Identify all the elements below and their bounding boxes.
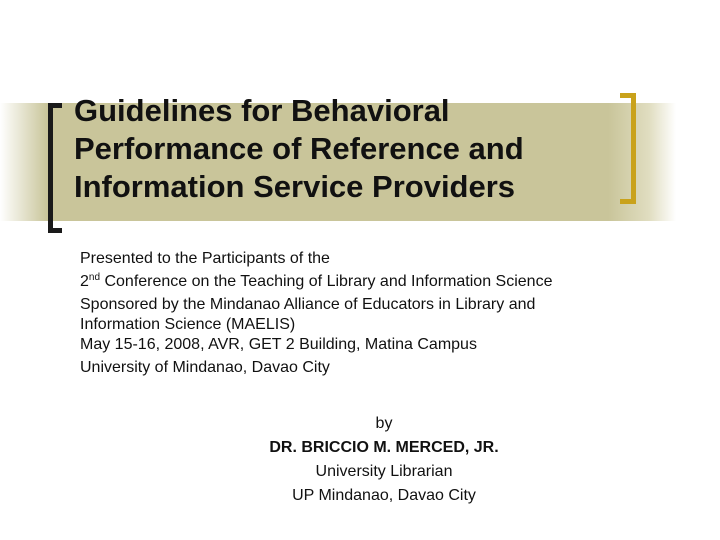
sponsor-line-2: Information Science (MAELIS) bbox=[80, 316, 296, 333]
presentation-details bbox=[80, 247, 710, 379]
conference-ordinal-suffix: nd bbox=[88, 272, 101, 283]
sponsor-line-1: Sponsored by the Mindanao Alliance of Educators in Library and bbox=[80, 296, 536, 313]
slide-title bbox=[74, 92, 614, 206]
title-line-3: Information Service Providers bbox=[74, 169, 516, 204]
left-bracket-decoration bbox=[48, 103, 62, 233]
author-name: DR. BRICCIO M. MERCED, JR. bbox=[269, 439, 499, 456]
university-line: University of Mindanao, Davao City bbox=[80, 359, 330, 376]
right-bracket-decoration bbox=[620, 93, 636, 204]
author-position: University Librarian bbox=[315, 463, 453, 480]
title-line-1: Guidelines for Behavioral bbox=[74, 93, 450, 128]
conference-number: 2 bbox=[80, 273, 89, 290]
byline bbox=[200, 412, 568, 508]
conference-text: Conference on the Teaching of Library and Information Science bbox=[100, 273, 553, 290]
title-line-2: Performance of Reference and bbox=[74, 131, 524, 166]
date-place-line: May 15-16, 2008, AVR, GET 2 Building, Matina Campus bbox=[80, 336, 477, 353]
presented-to-line: Presented to the Participants of the bbox=[80, 250, 330, 267]
author-institution: UP Mindanao, Davao City bbox=[292, 487, 476, 504]
conference-line bbox=[80, 270, 710, 293]
by-label: by bbox=[375, 415, 393, 432]
